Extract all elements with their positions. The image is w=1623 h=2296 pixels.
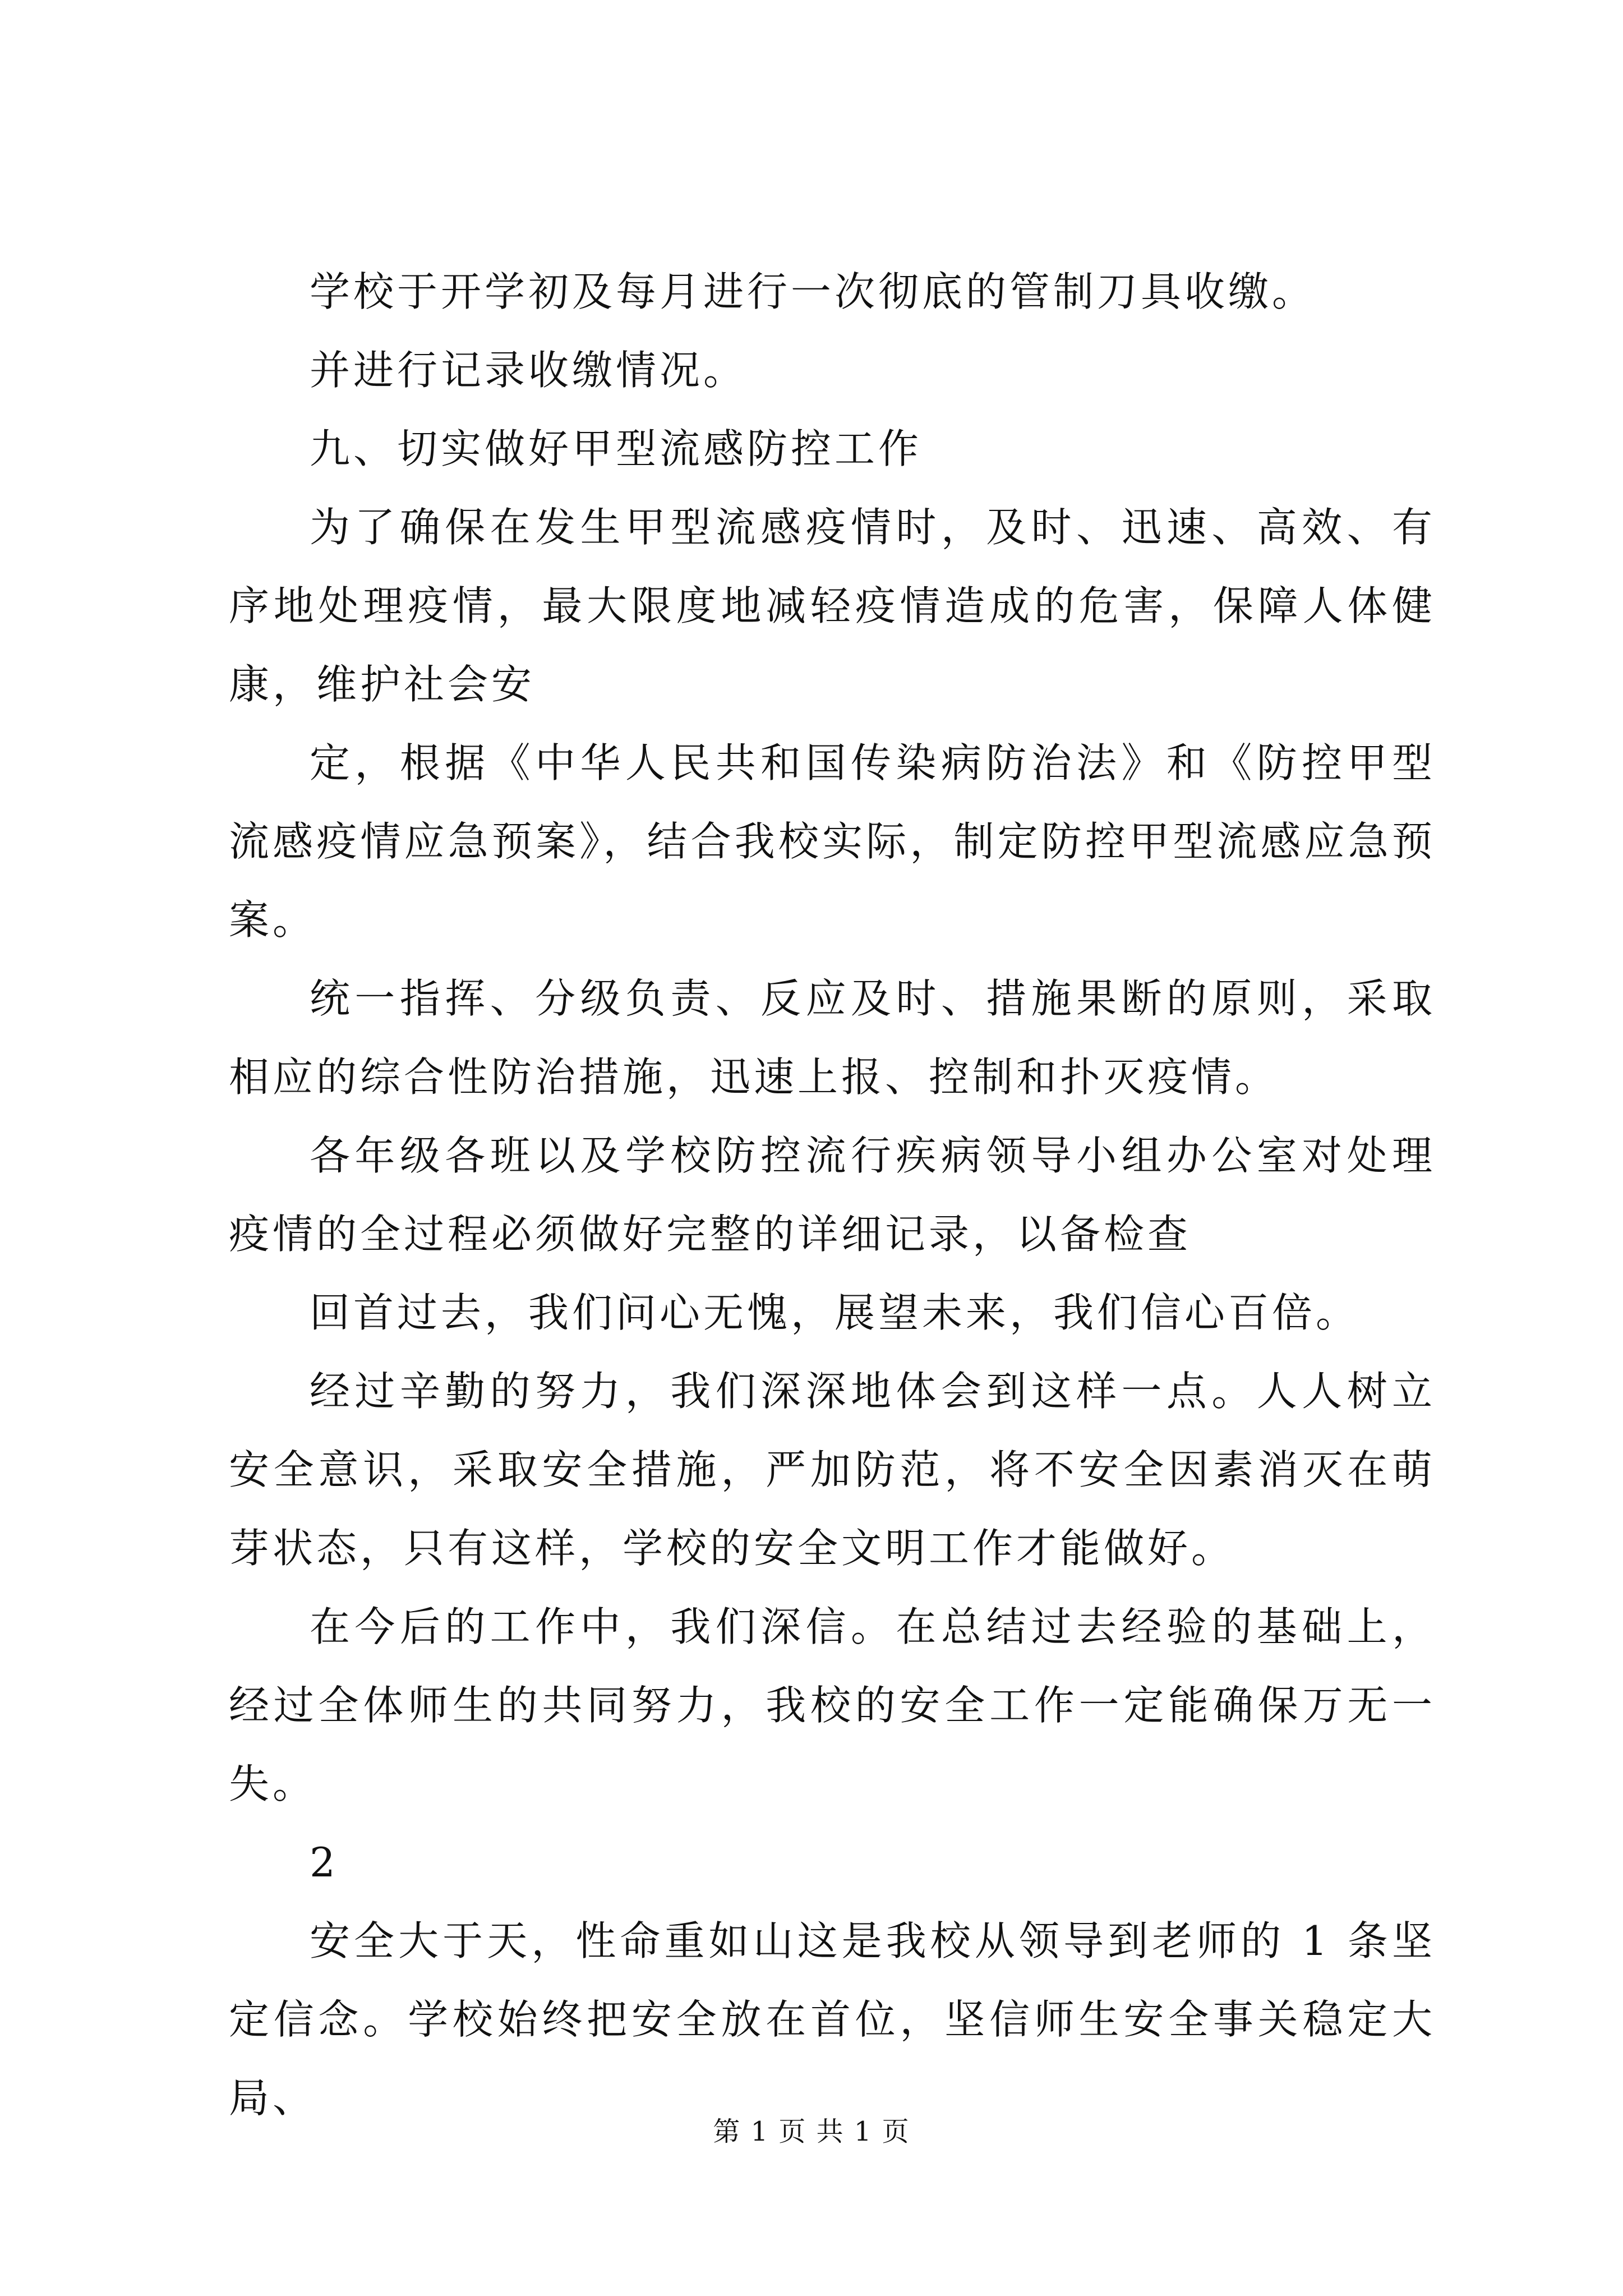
paragraph-7: 回首过去，我们问心无愧，展望未来，我们信心百倍。: [310, 1289, 1360, 1336]
page-footer: 第 1 页 共 1 页: [713, 2116, 910, 2147]
paragraph-8: 经过辛勤的努力，我们深深地体会到这样一点。人人树立安全意识，采取安全措施，严加防范，将不安全因素消灭在萌芽状态，只有这样，学校的安全文明工作才能做好。: [229, 1368, 1436, 1572]
paragraph-9: 在今后的工作中，我们深信。在总结过去经验的基础上，经过全体师生的共同努力，我校的安全工作一定能确保万无一失。: [229, 1603, 1436, 1807]
paragraph-2: 并进行记录收缴情况。: [310, 347, 748, 394]
paragraph-10: 安全大于天，性命重如山这是我校从领导到老师的 1 条坚定信念。学校始终把安全放在首位，坚信师生安全事关稳定大局、: [229, 1917, 1436, 2122]
paragraph-3: 为了确保在发生甲型流感疫情时，及时、迅速、高效、有序地处理疫情，最大限度地减轻疫情造成的危害，保障人体健康，维护社会安: [229, 504, 1436, 708]
paragraph-6: 各年级各班以及学校防控流行疾病领导小组办公室对处理疫情的全过程必须做好完整的详细记录，以备检查: [229, 1132, 1436, 1258]
paragraph-4: 定，根据《中华人民共和国传染病防治法》和《防控甲型流感疫情应急预案》，结合我校实际，制定防控甲型流感应急预案。: [229, 739, 1436, 944]
paragraph-5: 统一指挥、分级负责、反应及时、措施果断的原则，采取相应的综合性防治措施，迅速上报、控制和扑灭疫情。: [229, 975, 1436, 1101]
paragraph-1: 学校于开学初及每月进行一次彻底的管制刀具收缴。: [310, 268, 1316, 315]
section-number: 2: [310, 1839, 339, 1886]
document-body: [229, 252, 1436, 2137]
section-heading: 九、切实做好甲型流感防控工作: [310, 425, 923, 472]
